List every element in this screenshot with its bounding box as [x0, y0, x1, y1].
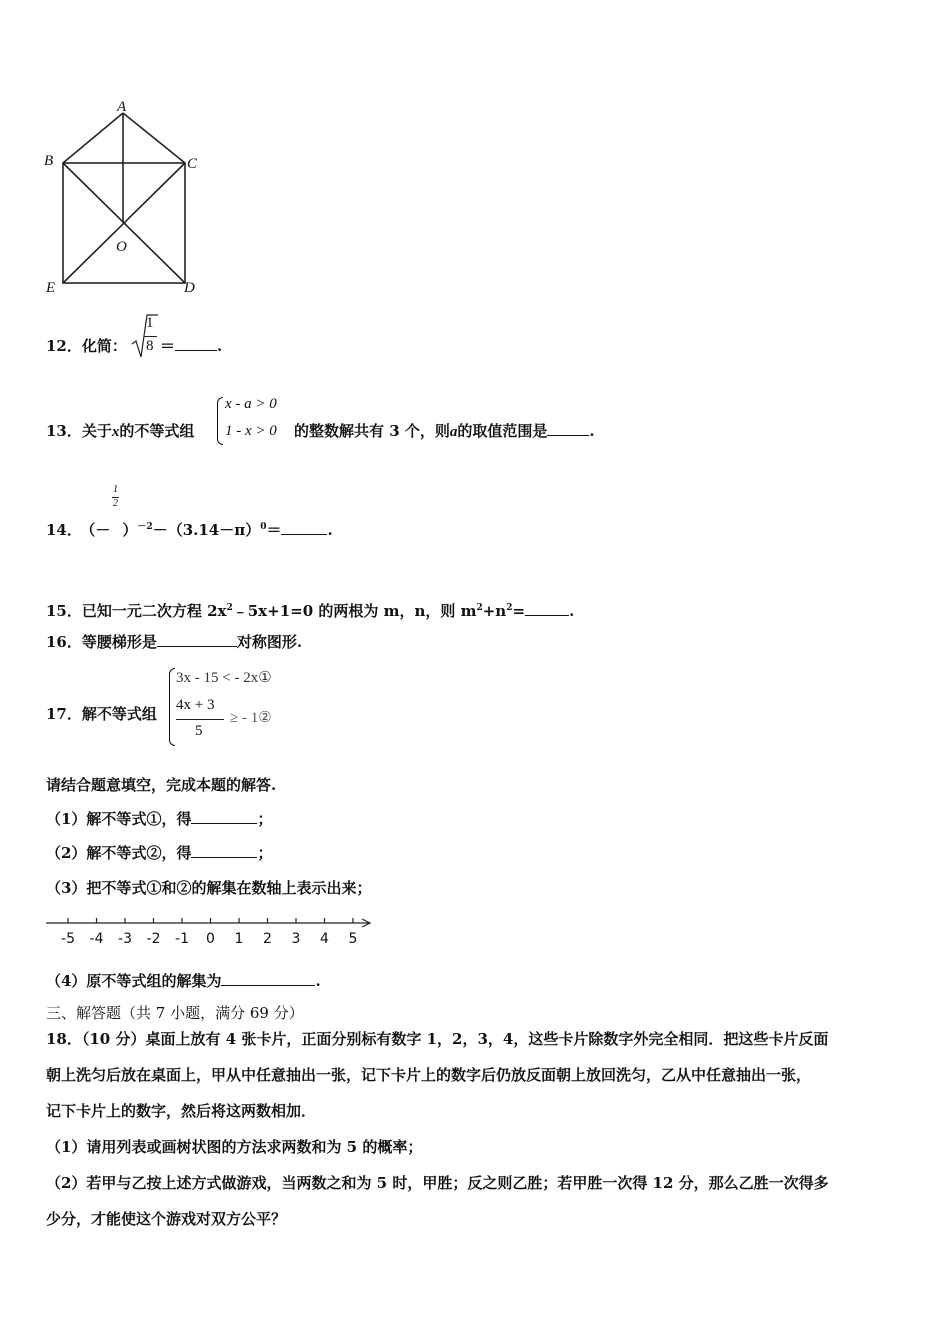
q12-text: 化简：	[81, 337, 127, 355]
q13-ineq1: x - a > 0	[225, 396, 277, 412]
q15-sq: 2	[226, 603, 233, 613]
q18-line2: 朝上洗匀后放在桌面上，甲从中任意抽出一张，记下卡片上的数字后仍放反面朝上放回洗匀，乙从中任意抽出一张，	[46, 1066, 812, 1084]
q17-step3: （3）把不等式①和②的解集在数轴上表示出来；	[46, 879, 372, 897]
q17-step4-blank[interactable]	[221, 971, 315, 986]
q17-ineq1: 3x - 15 < - 2x①	[176, 670, 272, 686]
q17-instruction: 请结合题意填空，完成本题的解答.	[46, 776, 277, 794]
q17-step2	[46, 843, 272, 863]
question-16	[46, 632, 302, 652]
number-line-label: -1	[175, 931, 189, 947]
q15-number: 15．	[46, 602, 82, 620]
q17-step1-text: （1）解不等式①，得	[46, 810, 192, 828]
q14-open: （－	[87, 521, 111, 539]
q15-equals: =	[512, 602, 526, 620]
number-line-label: 2	[263, 931, 272, 947]
q13-period: .	[589, 422, 595, 440]
q14-exp: －2	[137, 522, 153, 532]
q12-sqrt-sign	[130, 312, 160, 362]
q14-blank[interactable]	[281, 520, 327, 535]
q17-text: 解不等式组	[81, 705, 157, 723]
number-line-label: -3	[118, 931, 132, 947]
q17-number: 17．	[46, 705, 82, 723]
q14-frac-den: 2	[113, 498, 118, 509]
segment-ac	[123, 113, 185, 163]
label-c: C	[187, 156, 198, 172]
q12-frac-bar	[144, 336, 157, 337]
q17-step4-period: .	[315, 972, 321, 990]
q17-frac-den: 5	[195, 723, 203, 739]
label-a: A	[117, 99, 127, 115]
q16-blank[interactable]	[157, 632, 237, 647]
q13-tail	[294, 421, 595, 442]
q12-equals: ＝	[160, 337, 176, 355]
q17-step1	[46, 809, 272, 829]
question-12	[46, 336, 127, 356]
label-o: O	[116, 239, 127, 255]
q14-minus: －	[152, 521, 168, 539]
label-b: B	[44, 153, 54, 169]
q17-frac-num: 4x + 3	[176, 697, 215, 713]
q17-frac-bar	[176, 719, 224, 720]
q17-ineq2-tail: ≥ - 1②	[230, 710, 272, 726]
number-line-label: 4	[320, 931, 329, 947]
geometry-figure	[40, 95, 210, 300]
number-line-label: -5	[61, 931, 75, 947]
q15-blank[interactable]	[525, 601, 569, 616]
q12-blank[interactable]	[175, 336, 217, 351]
q16-text: 等腰梯形是	[81, 633, 157, 651]
q17-step1-semi: ；	[257, 810, 273, 828]
q16-number: 16．	[46, 633, 82, 651]
q12-answer	[160, 336, 222, 356]
q14-close: ）	[122, 521, 138, 539]
q15-text2: ﹣5x+1=0 的两根为 m，n，则 m	[232, 602, 477, 620]
number-line-label: -4	[89, 931, 104, 947]
q13-var-a: a	[449, 424, 458, 440]
q18-line3: 记下卡片上的数字，然后将这两数相加．	[46, 1102, 317, 1120]
question-17	[46, 704, 157, 724]
q15-sq3: 2	[506, 603, 513, 613]
question-15	[46, 598, 574, 621]
number-line-label: -2	[146, 931, 161, 947]
label-d: D	[184, 280, 195, 296]
q12-frac-den: 8	[146, 338, 154, 354]
q13-number: 13．	[46, 422, 82, 440]
q14-frac-num: 1	[113, 484, 118, 495]
number-line-label: 5	[348, 931, 358, 947]
q17-step2-blank[interactable]	[191, 843, 257, 858]
q15-period: .	[569, 602, 575, 620]
section-3-title: 三、解答题（共 7 小题，满分 69 分）	[46, 1004, 304, 1022]
segment-ab	[63, 113, 123, 163]
q15-text3: +n	[482, 602, 507, 620]
q15-sq2: 2	[476, 603, 483, 613]
q17-step2-text: （2）解不等式②，得	[46, 844, 192, 862]
q13-brace	[217, 397, 223, 445]
q14-paren: （3.14－π）	[167, 521, 261, 539]
q13-post2: 的取值范围是	[457, 422, 548, 440]
q17-step2-semi: ；	[257, 844, 273, 862]
question-14	[46, 517, 333, 540]
q12-period: .	[217, 337, 223, 355]
q13-blank[interactable]	[547, 421, 589, 436]
q13-ineq2: 1 - x > 0	[225, 423, 277, 439]
q13-mid: 的不等式组	[119, 422, 195, 440]
q14-number: 14．	[46, 521, 82, 539]
q12-frac-num: 1	[146, 315, 154, 331]
q13-var-x: x	[111, 424, 120, 440]
q13-post: 的整数解共有 3 个，则	[294, 422, 450, 440]
number-line[interactable]	[44, 912, 376, 948]
q17-step4-text: （4）原不等式组的解集为	[46, 972, 222, 990]
q18-part2b: 少分，才能使这个游戏对双方公平？	[46, 1210, 287, 1228]
q17-brace	[169, 668, 175, 746]
question-13	[46, 421, 194, 442]
number-line-label: 1	[234, 931, 244, 947]
question-18	[46, 1021, 904, 1237]
q13-pre: 关于	[81, 422, 112, 440]
number-line-label: 0	[206, 931, 215, 947]
q15-text: 已知一元二次方程 2x	[81, 602, 227, 620]
q14-period: .	[327, 521, 333, 539]
q14-exp0: 0	[260, 522, 267, 532]
number-line-label: 3	[291, 931, 301, 947]
q18-part2a: （2）若甲与乙按上述方式做游戏，当两数之和为 5 时，甲胜；反之则乙胜；若甲胜一次得 12 分，那么乙胜一次得多	[46, 1174, 829, 1192]
q12-number: 12．	[46, 337, 82, 355]
q16-end: 对称图形.	[236, 633, 303, 651]
q14-equals: ＝	[266, 521, 282, 539]
q18-part1: （1）请用列表或画树状图的方法求两数和为 5 的概率；	[46, 1138, 423, 1156]
q17-step4	[46, 971, 321, 991]
q17-step1-blank[interactable]	[191, 809, 257, 824]
label-e: E	[46, 280, 56, 296]
q18-line1: 18．（10 分）桌面上放有 4 张卡片，正面分别标有数字 1，2，3，4，这些卡片除数字外完全相同．把这些卡片反面	[46, 1030, 829, 1048]
